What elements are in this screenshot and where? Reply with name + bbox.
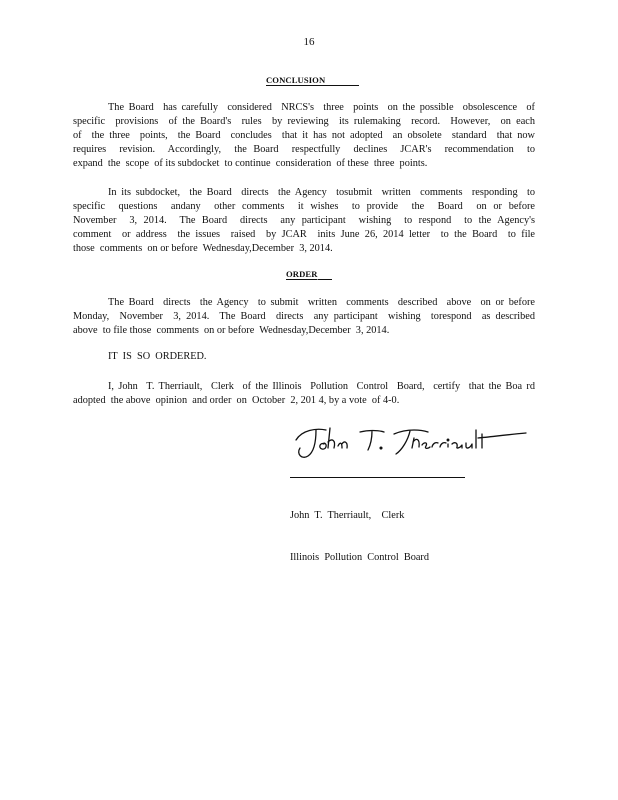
- conclusion-paragraph-2: [73, 186, 535, 256]
- signature-line: [290, 477, 465, 478]
- text-line: I, John T. Therriault, Clerk of the Illinois Pollution Control Board, certify that the Boa rd: [108, 381, 535, 392]
- text-line: expand the scope of its subdocket to continue consideration of these three points.: [73, 158, 428, 169]
- text-line: adopted the above opinion and order on October 2, 201 4, by a vote of 4-0.: [73, 395, 400, 406]
- text-line: In its subdocket, the Board directs the Agency tosubmit written comments responding to: [108, 187, 535, 198]
- order-heading: ORDER: [286, 269, 332, 280]
- signature-block: [290, 481, 429, 579]
- text-line: specific provisions of the Board's rules by reviewing its rulemaking record. However, on each: [73, 116, 535, 127]
- signer-organization: Illinois Pollution Control Board: [290, 552, 430, 563]
- text-line: specific questions andany other comments it wishes to provide the Board on or before: [73, 201, 535, 212]
- text-line: The Board has carefully considered NRCS's three points on the possible obsolescence of: [108, 102, 535, 113]
- text-line: The Board directs the Agency to submit written comments described above on or before: [108, 297, 535, 308]
- so-ordered-text: IT IS SO ORDERED.: [108, 351, 207, 362]
- text-line: November 3, 2014. The Board directs any participant wishing to respond to the Agency's: [73, 215, 535, 226]
- text-line: of the three points, the Board concludes that it has not adopted an obsolete standard that now: [73, 130, 535, 141]
- text-line: Monday, November 3, 2014. The Board directs any participant wishing torespond as described: [73, 311, 535, 322]
- text-line: comment or address the issues raised by JCAR inits June 26, 2014 letter to the Board to file: [73, 229, 535, 240]
- text-line: above to file those comments on or before Wednesday,December 3, 2014.: [73, 325, 390, 336]
- page-number: 16: [303, 36, 315, 48]
- text-line: those comments on or before Wednesday,December 3, 2014.: [73, 243, 333, 254]
- signer-name-title: John T. Therriault, Clerk: [290, 510, 405, 521]
- certification-paragraph: [73, 380, 535, 408]
- order-paragraph: [73, 296, 535, 338]
- conclusion-paragraph-1: [73, 101, 535, 171]
- text-line: requires revision. Accordingly, the Board respectfully declines JCAR's recommendation to: [73, 144, 535, 155]
- handwritten-signature: [290, 420, 530, 462]
- conclusion-heading: CONCLUSION: [266, 75, 359, 86]
